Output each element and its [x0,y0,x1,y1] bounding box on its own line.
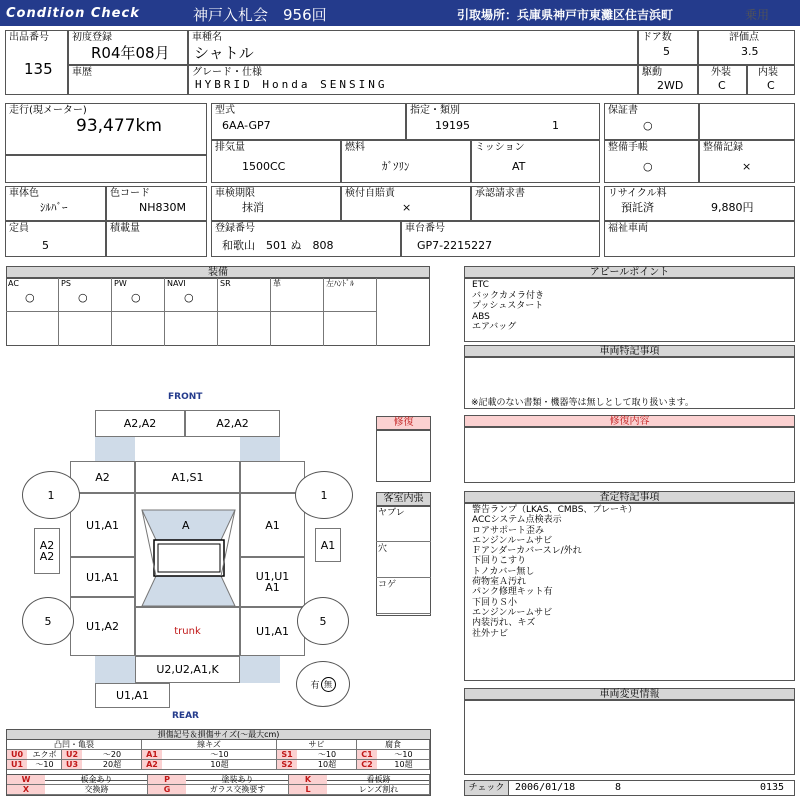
mileage-box [5,103,207,155]
legend-desc: 10超 [317,760,337,769]
doors-value: 5 [663,45,670,58]
roof-damage: A [182,519,190,532]
cabin-title: 客室内張 [376,492,431,506]
inspection-note-item: Ｆアンダーカバースレ/外れ [472,546,582,557]
inspection-note-item: 荷物室Ａ汚れ [472,577,527,588]
warranty-value: ○ [643,119,653,132]
type-value: 6AA-GP7 [222,119,271,132]
cabin-item-label: コゲ [378,580,397,590]
equipment-cell [324,278,377,312]
panel-quarter-right: U1,A1 [240,607,305,656]
panel-rear-bumper: U2,U2,A1,K [135,656,240,683]
type-box [211,103,406,140]
mileage-label: 走行(現メーター) [9,105,87,116]
displacement-box [211,140,341,183]
repair-content-title: 修復内容 [464,415,795,427]
recycle-fee: 9,880円 [711,201,754,214]
colorcode-box [106,186,207,221]
tire-front-left: 1 [22,471,80,519]
legend-desc: ～10 [35,760,54,769]
equipment-cell [6,278,59,312]
panel-front-right: A2,A2 [185,410,280,437]
drive-box [638,65,698,95]
equipment-cell [271,278,324,312]
type-label: 型式 [215,105,235,116]
legend-entry [277,760,357,770]
equipment-label: AC [8,279,19,288]
appeal-item: エアバッグ [472,322,517,332]
cabin-item-label: ヤブレ [378,508,405,518]
legend-entry [142,760,277,770]
legend-other [289,775,430,785]
panel-fender-left: A2 [70,461,135,493]
designation-value: 19195 [435,119,470,132]
inspection-note-item: エンジンルームサビ [472,535,553,546]
legend-desc: 10超 [210,760,229,769]
manual-value: ○ [643,160,653,173]
equipment-blank-cell [324,312,377,346]
cabin-items [376,506,431,616]
reg-label: 初度登録 [72,32,112,43]
colorcode-label: 色コード [110,188,150,199]
capacity-label: 定員 [9,223,29,234]
panel-door-fl: U1,A1 [70,493,135,557]
legend-code: C2 [357,760,377,769]
manual-label: 整備手帳 [608,142,648,153]
equipment-blank-cell [218,312,271,346]
legend-desc: ～10 [394,750,413,759]
grade-value: HYBRID Honda SENSING [195,78,388,91]
fuel-label: 燃料 [345,142,365,153]
legend-group: 凸凹・亀裂 [7,740,142,750]
welfare-box [604,221,795,257]
legend-code: U0 [7,750,27,759]
special-title: 車両特記事項 [464,345,795,357]
displacement-value: 1500CC [242,160,286,173]
panel-bottom: U1,A1 [95,683,170,708]
inspection-note-item: パンク修理キット有 [472,587,553,598]
color-box [5,186,106,221]
warranty-blank [699,103,795,140]
mission-value: AT [512,160,526,173]
color-label: 車体色 [9,188,39,199]
shade-rl-light [95,656,135,683]
color-value: ｼﾙﾊﾞｰ [40,201,68,214]
equipment-value: ○ [78,291,88,304]
legend-other-desc: 塗装あり [221,775,254,784]
special-box [464,357,795,409]
legend-entry [142,750,277,760]
vehicle-category: 乗用 [745,8,770,22]
inspection-label: 車検期限 [215,188,255,199]
equipment-cell [112,278,165,312]
equipment-blank-cell [112,312,165,346]
panel-hood: A1,S1 [135,461,240,493]
plate-value: 和歌山 501 ぬ 808 [222,239,334,252]
roof-area [135,493,240,607]
drive-value: 2WD [657,79,684,92]
model-box [188,30,638,65]
pickup-location: 引取場所：兵庫県神戸市東灘区住吉浜町 [457,8,674,22]
fuel-value: ｶﾞｿﾘﾝ [382,160,410,173]
cabin-item [376,506,431,542]
appeal-title: アピールポイント [464,266,795,278]
legend-other-desc: ガラス交換要す [209,785,266,794]
repair-box [376,430,431,482]
legend-code: S2 [277,760,297,769]
warranty-label: 保証書 [608,105,638,116]
tire-rear-right: 5 [297,597,349,645]
panel-door-fr: A1 [240,493,305,557]
footer-box [464,780,795,796]
legend-entry [277,750,357,760]
equipment-label: 革 [273,279,281,288]
inspection-note-item: ロアサポート歪み [472,525,545,536]
int-value: C [767,79,775,92]
repair-title: 修復 [376,416,431,430]
equipment-cell [218,278,271,312]
appeal-item: ETC [472,280,489,290]
reg-box [68,30,188,65]
doors-label: ドア数 [642,32,672,43]
trunk-area: trunk [135,607,240,656]
legend-desc: ～10 [317,750,337,759]
manual-box [604,140,699,183]
recycle-label: リサイクル料 [608,188,667,199]
record-value: × [742,160,752,173]
recycle-box [604,186,795,221]
legend-entry [357,760,430,770]
cabin-item [376,542,431,578]
inspection-note-item: 警告ランプ（LKAS、CMBS、ブレーキ） [472,505,638,515]
inspection-note-item: エンジンルームサビ [472,607,553,618]
shade-fl-light [95,436,135,461]
designation-label: 指定・類別 [410,105,460,116]
equipment-label: SR [220,279,231,288]
mission-label: ミッション [475,142,525,153]
equipment-cells [6,278,430,346]
fuel-box [341,140,471,183]
panel-sill-left: A2 A2 [34,528,60,574]
inspection-notes-title: 査定特記事項 [464,491,795,503]
front-label: FRONT [168,392,203,402]
legend-desc: 20超 [102,760,122,769]
rear-window [142,576,235,606]
inspection-value: 抹消 [242,201,264,214]
legend-entry [357,750,430,760]
panel-door-rl: U1,A1 [70,557,135,597]
equipment-title: 装備 [6,266,430,278]
record-box [699,140,795,183]
model-label: 車種名 [192,32,222,43]
equipment-label: PW [114,279,127,288]
legend-other-code: L [289,785,327,794]
panel-door-rr: U1,U1 A1 [240,557,305,607]
liability-value: × [402,201,412,214]
sunroof-frame [158,544,220,572]
legend-other [148,785,289,795]
ext-box [698,65,747,95]
equipment-value: ○ [131,291,141,304]
capacity-value: 5 [42,239,49,252]
spare-none: 無 [321,677,336,692]
lot-box [5,30,68,95]
legend-group: 線キズ [142,740,277,750]
tire-rear-left: 5 [22,597,74,645]
colorcode-value: NH830M [139,201,186,214]
legend-entry [7,760,62,770]
legend-title: 損傷記号＆損傷サイズ(～最大cm) [7,730,430,740]
equipment-value: ○ [25,291,35,304]
roof-svg [136,494,241,608]
cabin-item [376,578,431,614]
equipment-blank-cell [165,312,218,346]
designation-box [406,103,600,140]
equipment-blank-cell [6,312,59,346]
check-num: 8 [615,782,622,793]
doors-box [638,30,698,65]
legend-desc: エクボ [32,750,57,759]
model-name: シャトル [194,44,254,62]
legend-code: A1 [142,750,162,759]
welfare-label: 福祉車両 [608,223,648,234]
equipment-blank-cell [271,312,324,346]
legend-other-code: X [7,785,45,794]
cabin-item-label: 穴 [378,544,388,554]
drive-label: 駆動 [642,67,662,78]
category-value: 1 [552,119,559,132]
warranty-box [604,103,699,140]
liability-label: 検付自賠責 [345,188,395,199]
change-info-title: 車両変更情報 [464,688,795,700]
legend-desc: 10超 [394,760,413,769]
header-left: Condition Check [6,6,140,21]
legend-entry [7,750,62,760]
int-box [747,65,795,95]
legend-groups [7,740,430,750]
inspection-notes-list [472,505,637,639]
score-box [698,30,795,65]
mileage-value: 93,477km [76,116,162,136]
chassis-value: GP7-2215227 [417,239,493,252]
change-info-box [464,700,795,775]
legend-code: S1 [277,750,297,759]
displacement-label: 排気量 [215,142,245,153]
reg-date: R04年08月 [91,44,170,62]
legend-code: A2 [142,760,162,769]
legend-other-code: P [148,775,186,784]
ext-value: C [718,79,726,92]
recycle-status: 預託済 [621,201,654,214]
shade-rr-light [240,656,280,683]
lot-number: 135 [24,60,53,78]
header-bar [0,0,800,26]
legend-other [7,775,148,785]
history-label: 車歴 [72,67,92,78]
equipment-label: 左ﾊﾝﾄﾞﾙ [326,279,354,288]
repair-content-box [464,427,795,483]
shade-fr-light [240,436,280,461]
score-label: 評価点 [729,32,759,43]
mileage-blank [5,155,207,183]
mission-box [471,140,600,183]
legend-other [148,775,289,785]
chassis-box [401,221,600,257]
approval-box [471,186,600,221]
rear-label: REAR [172,711,199,721]
int-label: 内装 [758,67,778,78]
legend-other-desc: 看板跡 [366,775,391,784]
legend-code: U1 [7,760,27,769]
inspection-notes-box [464,503,795,681]
equipment-blank-cell [59,312,112,346]
legend-others [6,774,431,796]
chassis-label: 車台番号 [405,223,445,234]
history-box [68,65,188,95]
load-box [106,221,207,257]
legend-group: 腐食 [357,740,430,750]
legend-code: U2 [62,750,82,759]
ext-label: 外装 [711,67,731,78]
grade-label: グレード・仕様 [192,67,262,78]
panel-front-left: A2,A2 [95,410,185,437]
special-note: ※記載のない書類・機器等は無しとして取り扱います。 [471,398,694,408]
plate-box [211,221,401,257]
legend-code: U3 [62,760,82,769]
appeal-item: バックカメラ付き [472,290,545,301]
inspection-note-item: 下回りこすり [472,556,527,567]
grade-box [188,65,638,95]
appeal-item: ABS [472,311,490,322]
legend-entries [7,750,430,770]
panel-quarter-left: U1,A2 [70,597,135,656]
tire-front-right: 1 [295,471,353,519]
equipment-value: ○ [184,291,194,304]
equipment-label: PS [61,279,71,288]
panel-sill-right: A1 [315,528,341,562]
spare-has: 有 [310,680,320,691]
load-label: 積載量 [110,223,140,234]
equipment-label: NAVI [167,279,186,288]
legend-entry [62,750,142,760]
record-label: 整備記録 [703,142,743,153]
spare-tire [296,661,350,707]
inspection-box [211,186,341,221]
legend-other [289,785,430,795]
plate-label: 登録番号 [215,223,255,234]
appeal-item: プッシュスタート [472,301,544,311]
inspection-note-item: トノカバー無し [472,566,535,577]
legend-other-desc: レンズ割れ [358,785,399,794]
appeal-list [472,280,544,333]
legend-desc: ～10 [210,750,229,759]
legend-group: サビ [277,740,357,750]
inspection-note-item: ACCシステム点検表示 [472,515,562,526]
legend-other-code: G [148,785,186,794]
equipment-cell [59,278,112,312]
auction-title: 神戸入札会 956回 [193,6,327,24]
legend-other-desc: 板金あり [80,775,113,784]
capacity-box [5,221,106,257]
legend-code: C1 [357,750,377,759]
legend-other-code: W [7,775,45,784]
legend-entry [62,760,142,770]
legend-other [7,785,148,795]
inspection-note-item: 下回りＳ小 [472,597,518,608]
inspection-note-item: 社外ナビ [472,628,509,639]
legend-other-code: K [289,775,327,784]
liability-box [341,186,471,221]
check-label: チェック [465,781,509,795]
appeal-box [464,278,795,342]
score-value: 3.5 [741,45,759,58]
check-code: 0135 [760,782,785,793]
approval-label: 承認請求書 [475,188,525,199]
equipment-cell [165,278,218,312]
check-date: 2006/01/18 [515,782,576,793]
legend-desc: ～20 [102,750,122,759]
inspection-note-item: 内装汚れ、キズ [472,618,536,629]
legend-other-desc: 交換跡 [84,785,109,794]
lot-label: 出品番号 [9,32,49,43]
